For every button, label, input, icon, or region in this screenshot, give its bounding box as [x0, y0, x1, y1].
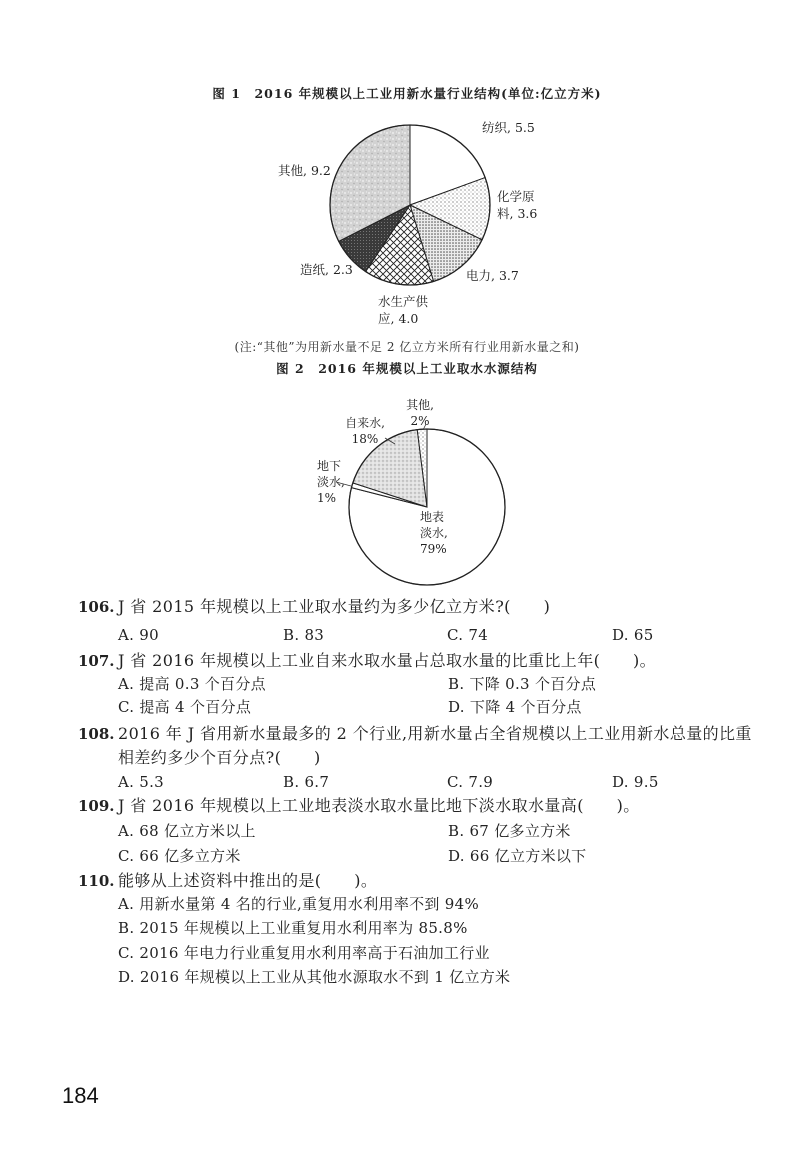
- question-110-option-d: D. 2016 年规模以上工业从其他水源取水不到 1 亿立方米: [118, 968, 511, 986]
- pie1-label-water-supply: 水生产供 应, 4.0: [378, 294, 429, 326]
- question-110-option-a: A. 用新水量第 4 名的行业,重复用水利用率不到 94%: [118, 895, 480, 913]
- page-number: 184: [62, 1083, 99, 1108]
- figure1-slices: [330, 125, 490, 285]
- pie1-label-chemical-materials: 化学原 料, 3.6: [497, 189, 538, 221]
- question-108-option-a: A. 5.3: [118, 773, 165, 791]
- question-107-number: 107.: [78, 652, 115, 670]
- question-108-option-c: C. 7.9: [447, 773, 494, 791]
- question-108-option-d: D. 9.5: [612, 773, 659, 791]
- pie2-label-groundwater: 地下 淡水, 1%: [317, 459, 345, 505]
- pie1-label-other: 其他, 9.2: [278, 163, 331, 178]
- pie2-label-tap-water: 自来水, 18%: [345, 416, 385, 446]
- question-110-option-b: B. 2015 年规模以上工业重复用水利用率为 85.8%: [118, 919, 468, 937]
- question-107-option-a: A. 提高 0.3 个百分点: [118, 675, 266, 693]
- pie1-label-paper: 造纸, 2.3: [300, 262, 353, 277]
- question-107-option-d: D. 下降 4 个百分点: [448, 698, 582, 716]
- question-106-text: J 省 2015 年规模以上工业取水量约为多少亿立方米?( ): [118, 597, 551, 616]
- pie1-label-power: 电力, 3.7: [466, 268, 519, 283]
- question-108-text-line2: 相差约多少个百分点?( ): [118, 748, 321, 767]
- question-108-option-b: B. 6.7: [283, 773, 330, 791]
- question-109-option-a: A. 68 亿立方米以上: [118, 822, 256, 840]
- figure2-slices: [349, 429, 505, 585]
- question-106-number: 106.: [78, 598, 115, 616]
- question-109-option-b: B. 67 亿多立方米: [448, 822, 571, 840]
- question-109-number: 109.: [78, 797, 115, 815]
- pie2-label-surface-freshwater: 地表 淡水, 79%: [420, 510, 448, 556]
- pie1-label-textile: 纺织, 5.5: [482, 120, 535, 135]
- question-110-text: 能够从上述资料中推出的是( )。: [118, 871, 378, 890]
- question-109-option-d: D. 66 亿立方米以下: [448, 847, 587, 865]
- question-109-text: J 省 2016 年规模以上工业地表淡水取水量比地下淡水取水量高( )。: [118, 796, 640, 815]
- question-106-option-a: A. 90: [118, 626, 159, 644]
- figure1-title: 图 1 2016 年规模以上工业用新水量行业结构(单位:亿立方米): [212, 86, 602, 101]
- question-106-option-d: D. 65: [612, 626, 654, 644]
- question-107-text: J 省 2016 年规模以上工业自来水取水量占总取水量的比重比上年( )。: [118, 651, 657, 670]
- question-110-option-c: C. 2016 年电力行业重复用水利用率高于石油加工行业: [118, 944, 490, 962]
- question-110-number: 110.: [78, 872, 115, 890]
- question-107-option-c: C. 提高 4 个百分点: [118, 698, 252, 716]
- pie2-label-other: 其他, 2%: [406, 398, 434, 428]
- question-108-text-line1: 2016 年 J 省用新水量最多的 2 个行业,用新水量占全省规模以上工业用新水总量的比重: [118, 724, 752, 743]
- question-106-option-c: C. 74: [447, 626, 489, 644]
- question-106-option-b: B. 83: [283, 626, 325, 644]
- question-107-option-b: B. 下降 0.3 个百分点: [448, 675, 597, 693]
- figure1-note: (注:“其他”为用新水量不足 2 亿立方米所有行业用新水量之和): [234, 340, 580, 354]
- question-108-number: 108.: [78, 725, 115, 743]
- question-109-option-c: C. 66 亿多立方米: [118, 847, 241, 865]
- figure2-title: 图 2 2016 年规模以上工业取水水源结构: [276, 361, 538, 376]
